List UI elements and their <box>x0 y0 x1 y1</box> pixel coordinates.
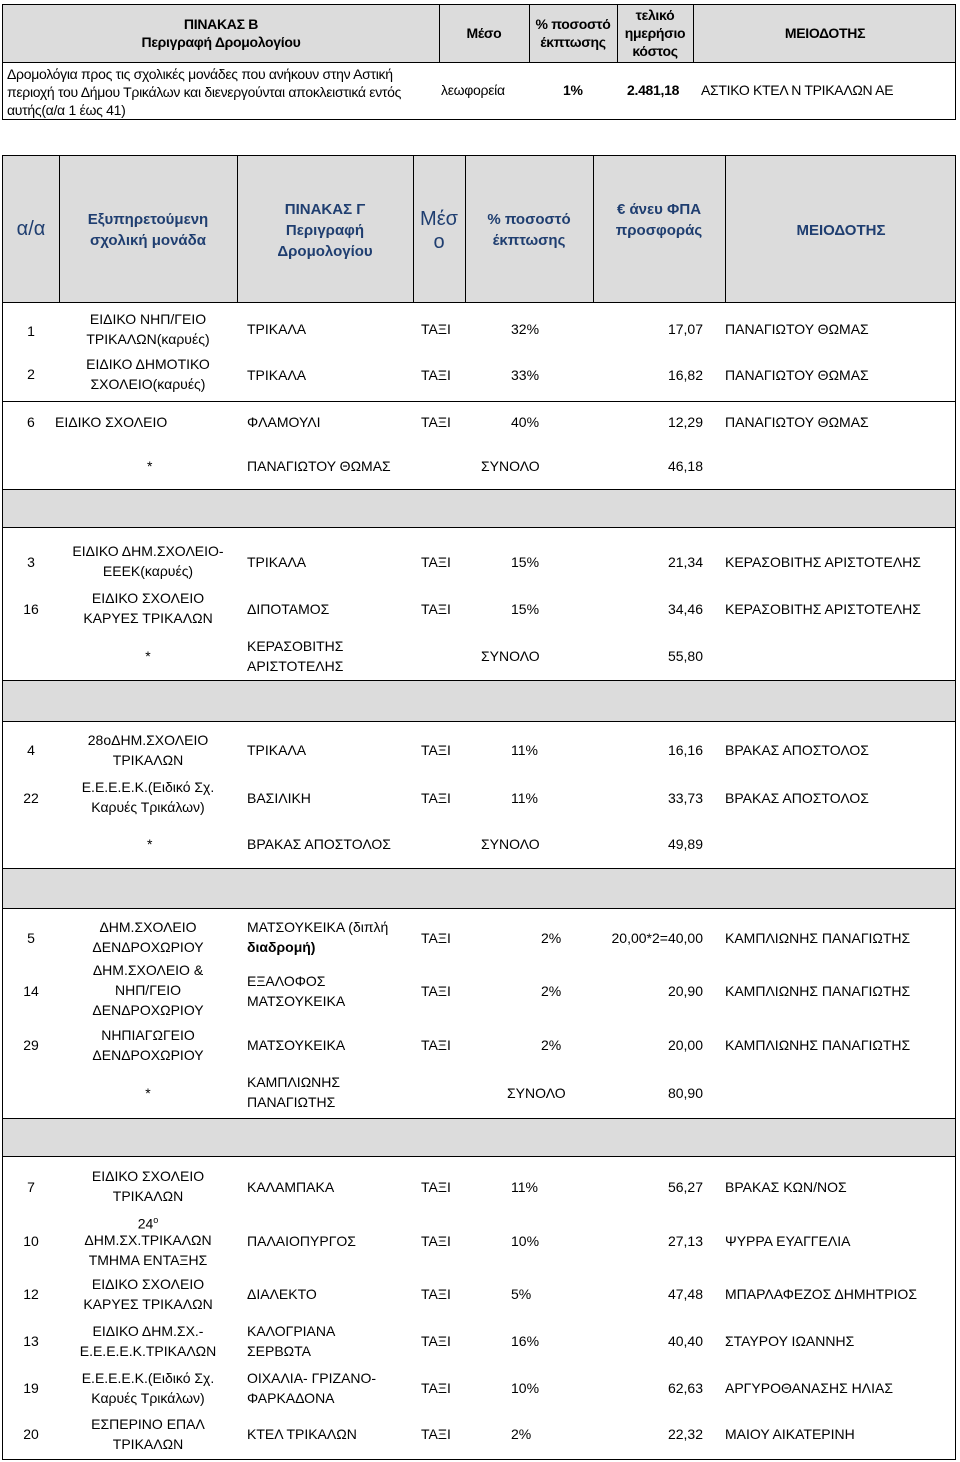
row-unit-2: ΔΕΝΔΡΟΧΩΡΙΟΥ <box>92 1047 204 1063</box>
col-meiodotis: ΜΕΙΟΔΟΤΗΣ <box>784 25 866 41</box>
row-aa: 20 <box>23 1426 39 1442</box>
row-cost: 27,13 <box>667 1233 703 1249</box>
row-route-2: ΣΕΡΒΩΤΑ <box>247 1343 311 1359</box>
row-unit: ΕΙΔΙΚΟ ΔΗΜΟΤΙΚΟ <box>86 356 210 372</box>
row-cost: 47,48 <box>667 1286 703 1302</box>
row-unit: ΔΗΜ.ΣΧΟΛΕΙΟ <box>99 919 197 935</box>
row-contractor: ΠΑΝΑΓΙΩΤΟΥ ΘΩΜΑΣ <box>725 367 869 383</box>
row-cost: 16,82 <box>667 367 703 383</box>
row-meso: ΤΑΞΙ <box>421 1179 451 1195</box>
row-unit: $24^o$ <box>137 1215 159 1232</box>
row-unit-2: ΝΗΠ/ΓΕΙΟ <box>114 982 182 998</box>
row-route: ΤΡΙΚΑΛΑ <box>247 367 307 383</box>
row-cost: 20,00 <box>667 1037 703 1053</box>
row-contractor: ΜΑΙΟΥ ΑΙΚΑΤΕΡΙΝΗ <box>725 1426 855 1442</box>
row-unit: ΕΙΔΙΚΟ ΔΗΜ.ΣΧΟΛΕΙΟ- <box>72 543 224 559</box>
row-pct: 33% <box>511 367 540 383</box>
total-star: * <box>147 458 153 474</box>
row-meso: ΤΑΞΙ <box>421 1037 451 1053</box>
row-unit: Ε.Ε.Ε.Ε.Κ.(Ειδικό Σχ. <box>81 779 215 795</box>
row-unit-2: ΤΡΙΚΑΛΩΝ <box>112 752 184 768</box>
row-unit: Ε.Ε.Ε.Ε.Κ.(Ειδικό Σχ. <box>81 1370 215 1386</box>
total-label: ΣΥΝΟΛΟ <box>481 648 540 664</box>
row-unit: ΕΣΠΕΡΙΝΟ ΕΠΑΛ <box>91 1416 205 1432</box>
row-aa: 2 <box>27 366 35 382</box>
row-unit-2: ΣΧΟΛΕΙΟ(καρυές) <box>90 376 206 392</box>
row-aa: 7 <box>27 1179 35 1195</box>
total-value: 46,18 <box>667 458 703 474</box>
total-contractor: ΚΑΜΠΛΙΩΝΗΣ <box>247 1074 341 1090</box>
row-cost: 12,29 <box>667 414 703 430</box>
col-aa: α/α <box>16 218 46 240</box>
col-perigrafi: ΠΙΝΑΚΑΣ Γ <box>284 201 366 218</box>
row-unit-2: Ε.Ε.Ε.Ε.Κ.ΤΡΙΚΑΛΩΝ <box>79 1343 217 1359</box>
row-cost: 20,90 <box>667 983 703 999</box>
row-pct: 16% <box>511 1333 540 1349</box>
row-pct: 2% <box>541 1037 562 1053</box>
row-cost: 33,73 <box>667 790 703 806</box>
pososto-value: 1% <box>563 82 583 98</box>
table-g-header <box>3 156 955 302</box>
row-meso: ΤΑΞΙ <box>421 1380 451 1396</box>
row-pct: 40% <box>511 414 540 430</box>
row-unit: ΕΙΔΙΚΟ ΣΧΟΛΕΙΟ <box>91 1168 205 1184</box>
row-aa: 6 <box>27 414 35 430</box>
row-meso: ΤΑΞΙ <box>421 1286 451 1302</box>
row-cost: 62,63 <box>667 1380 703 1396</box>
row-meso: ΤΑΞΙ <box>421 1333 451 1349</box>
row-pct: 2% <box>511 1426 532 1442</box>
row-unit-2: Καρυές Τρικάλων) <box>91 799 205 815</box>
row-unit-2: ΔΕΝΔΡΟΧΩΡΙΟΥ <box>92 939 204 955</box>
total-label: ΣΥΝΟΛΟ <box>481 836 540 852</box>
total-star: * <box>145 648 151 664</box>
col-meso-g-2: ο <box>433 231 445 253</box>
row-aa: 1 <box>27 323 35 339</box>
row-unit-2: ΔΗΜ.ΣΧ.ΤΡΙΚΑΛΩΝ <box>84 1232 212 1248</box>
meiodotis-value: ΑΣΤΙΚΟ ΚΤΕΛ Ν ΤΡΙΚΑΛΩΝ ΑΕ <box>701 82 894 98</box>
row-aa: 10 <box>23 1233 39 1249</box>
row-contractor: ΨΥΡΡΑ ΕΥΑΓΓΕΛΙΑ <box>725 1233 851 1249</box>
total-value: 80,90 <box>667 1085 703 1101</box>
row-aa: 4 <box>27 742 35 758</box>
row-route: ΚΑΛΟΓΡΙΑΝΑ <box>247 1323 336 1339</box>
row-aa: 22 <box>23 790 39 806</box>
col-kostos: τελικό <box>635 7 675 23</box>
col-kostos-3: κόστος <box>632 43 678 59</box>
row-unit-2: ΚΑΡΥΕΣ ΤΡΙΚΑΛΩΝ <box>83 610 213 626</box>
total-value: 49,89 <box>667 836 703 852</box>
row-route: ΦΛΑΜΟΥΛΙ <box>247 414 321 430</box>
row-route-2: διαδρομή) <box>247 939 316 955</box>
col-kostos-g: € άνευ ΦΠΑ <box>616 201 702 218</box>
kostos-value: 2.481,18 <box>627 82 680 98</box>
total-star: * <box>145 1085 151 1101</box>
row-route: ΕΞΑΛΟΦΟΣ <box>247 973 326 989</box>
row-pct: 15% <box>511 554 540 570</box>
col-kostos-2: ημερήσιο <box>624 25 686 41</box>
route-description-2: περιοχή του Δήμου Τρικάλων και διενεργούνται αποκλειστικά εντός <box>7 84 402 100</box>
col-meso-g: Μέσ <box>420 208 458 230</box>
row-meso: ΤΑΞΙ <box>421 1426 451 1442</box>
row-aa: 5 <box>27 930 35 946</box>
col-pososto-g: % ποσοστό <box>487 211 571 228</box>
row-unit: 28οΔΗΜ.ΣΧΟΛΕΙΟ <box>87 732 209 748</box>
row-contractor: ΚΑΜΠΛΙΩΝΗΣ ΠΑΝΑΓΙΩΤΗΣ <box>725 930 911 946</box>
row-unit-2: ΕΕΕΚ(καρυές) <box>102 563 194 579</box>
row-aa: 29 <box>23 1037 39 1053</box>
row-unit: ΕΙΔΙΚΟ ΝΗΠ/ΓΕΙΟ <box>89 311 207 327</box>
row-meso: ΤΑΞΙ <box>421 1233 451 1249</box>
row-route: ΠΑΛΑΙΟΠΥΡΓΟΣ <box>247 1233 356 1249</box>
row-cost: 20,00*2=40,00 <box>611 930 703 946</box>
row-contractor: ΚΑΜΠΛΙΩΝΗΣ ΠΑΝΑΓΙΩΤΗΣ <box>725 983 911 999</box>
row-route: ΜΑΤΣΟΥΚΕΙΚΑ (διπλή <box>247 919 389 935</box>
row-aa: 12 <box>23 1286 39 1302</box>
meso-value: λεωφορεία <box>441 82 505 98</box>
row-pct: 15% <box>511 601 540 617</box>
row-pct: 11% <box>511 1179 538 1195</box>
col-perigrafi-2: Περιγραφή <box>285 222 365 239</box>
total-star: * <box>147 836 153 852</box>
row-cost: 56,27 <box>667 1179 703 1195</box>
row-route: ΚΤΕΛ ΤΡΙΚΑΛΩΝ <box>247 1426 357 1442</box>
row-contractor: ΑΡΓΥΡΟΘΑΝΑΣΗΣ ΗΛΙΑΣ <box>725 1380 894 1396</box>
row-cost: 17,07 <box>667 321 703 337</box>
row-contractor: ΚΕΡΑΣΟΒΙΤΗΣ ΑΡΙΣΤΟΤΕΛΗΣ <box>725 554 921 570</box>
row-pct: 32% <box>511 321 540 337</box>
row-pct: 10% <box>511 1233 540 1249</box>
table-g <box>2 155 956 1460</box>
table-b-title: ΠΙΝΑΚΑΣ Β <box>183 16 259 32</box>
row-contractor: ΠΑΝΑΓΙΩΤΟΥ ΘΩΜΑΣ <box>725 414 869 430</box>
row-unit: ΕΙΔΙΚΟ ΣΧΟΛΕΙΟ <box>55 414 168 430</box>
row-route: ΤΡΙΚΑΛΑ <box>247 554 307 570</box>
row-unit-2: ΚΑΡΥΕΣ ΤΡΙΚΑΛΩΝ <box>83 1296 213 1312</box>
row-meso: ΤΑΞΙ <box>421 742 451 758</box>
row-aa: 13 <box>23 1333 39 1349</box>
row-meso: ΤΑΞΙ <box>421 790 451 806</box>
row-meso: ΤΑΞΙ <box>421 414 451 430</box>
row-route: ΔΙΑΛΕΚΤΟ <box>247 1286 317 1302</box>
row-unit-2: ΤΡΙΚΑΛΩΝ <box>112 1188 184 1204</box>
total-contractor: ΒΡΑΚΑΣ ΑΠΟΣΤΟΛΟΣ <box>247 836 391 852</box>
col-meso: Μέσο <box>466 25 502 41</box>
col-pososto: % ποσοστό <box>535 16 611 32</box>
row-pct: 11% <box>511 742 538 758</box>
total-value: 55,80 <box>667 648 703 664</box>
row-contractor: ΚΑΜΠΛΙΩΝΗΣ ΠΑΝΑΓΙΩΤΗΣ <box>725 1037 911 1053</box>
row-cost: 16,16 <box>667 742 703 758</box>
row-route: ΚΑΛΑΜΠΑΚΑ <box>247 1179 335 1195</box>
row-meso: ΤΑΞΙ <box>421 367 451 383</box>
row-aa: 16 <box>23 601 39 617</box>
row-route: ΜΑΤΣΟΥΚΕΙΚΑ <box>247 1037 346 1053</box>
row-unit-3: ΔΕΝΔΡΟΧΩΡΙΟΥ <box>92 1002 204 1018</box>
row-contractor: ΒΡΑΚΑΣ ΑΠΟΣΤΟΛΟΣ <box>725 742 869 758</box>
row-meso: ΤΑΞΙ <box>421 321 451 337</box>
row-unit-2: Καρυές Τρικάλων) <box>91 1390 205 1406</box>
row-unit-3: ΤΜΗΜΑ ΕΝΤΑΞΗΣ <box>88 1252 208 1268</box>
row-route: ΤΡΙΚΑΛΑ <box>247 321 307 337</box>
row-aa: 3 <box>27 554 35 570</box>
row-unit: ΕΙΔΙΚΟ ΔΗΜ.ΣΧ.- <box>92 1323 204 1339</box>
col-pososto-g-2: έκπτωσης <box>492 232 566 249</box>
table-b <box>2 4 956 120</box>
row-pct: 2% <box>541 930 562 946</box>
row-unit: ΕΙΔΙΚΟ ΣΧΟΛΕΙΟ <box>91 1276 205 1292</box>
row-unit: ΕΙΔΙΚΟ ΣΧΟΛΕΙΟ <box>91 590 205 606</box>
row-cost: 34,46 <box>667 601 703 617</box>
row-cost: 21,34 <box>667 554 703 570</box>
row-cost: 22,32 <box>667 1426 703 1442</box>
col-meiodotis-g: ΜΕΙΟΔΟΤΗΣ <box>796 222 886 239</box>
row-meso: ΤΑΞΙ <box>421 983 451 999</box>
route-description: Δρομολόγια προς τις σχολικές μονάδες που ανήκουν στην Αστική <box>7 66 393 82</box>
row-aa: 14 <box>23 983 39 999</box>
col-pososto-2: έκπτωσης <box>540 34 606 50</box>
total-contractor-2: ΠΑΝΑΓΙΩΤΗΣ <box>247 1094 336 1110</box>
row-meso: ΤΑΞΙ <box>421 554 451 570</box>
col-kostos-g-2: προσφοράς <box>615 222 703 239</box>
row-meso: ΤΑΞΙ <box>421 601 451 617</box>
row-contractor: ΜΠΑΡΛΑΦΕΖΟΣ ΔΗΜΗΤΡΙΟΣ <box>725 1286 917 1302</box>
row-unit: ΝΗΠΙΑΓΩΓΕΙΟ <box>101 1027 195 1043</box>
row-aa: 19 <box>23 1380 39 1396</box>
col-perigrafi-3: Δρομολογίου <box>277 243 373 260</box>
row-pct: 5% <box>511 1286 532 1302</box>
row-route: ΔΙΠΟΤΑΜΟΣ <box>247 601 330 617</box>
row-route-2: ΜΑΤΣΟΥΚΕΙΚΑ <box>247 993 346 1009</box>
row-contractor: ΠΑΝΑΓΙΩΤΟΥ ΘΩΜΑΣ <box>725 321 869 337</box>
row-contractor: ΒΡΑΚΑΣ ΚΩΝ/ΝΟΣ <box>725 1179 847 1195</box>
row-cost: 40,40 <box>667 1333 703 1349</box>
total-contractor-2: ΑΡΙΣΤΟΤΕΛΗΣ <box>247 658 344 674</box>
row-contractor: ΒΡΑΚΑΣ ΑΠΟΣΤΟΛΟΣ <box>725 790 869 806</box>
total-contractor: ΠΑΝΑΓΙΩΤΟΥ ΘΩΜΑΣ <box>247 458 391 474</box>
row-contractor: ΣΤΑΥΡΟΥ ΙΩΑΝΝΗΣ <box>725 1333 855 1349</box>
total-contractor: ΚΕΡΑΣΟΒΙΤΗΣ <box>247 638 344 654</box>
route-description-3: αυτής(α/α 1 έως 41) <box>7 102 126 118</box>
row-unit-2: ΤΡΙΚΑΛΩΝ <box>112 1436 184 1452</box>
total-label: ΣΥΝΟΛΟ <box>507 1085 566 1101</box>
row-route: ΤΡΙΚΑΛΑ <box>247 742 307 758</box>
table-b-subtitle: Περιγραφή Δρομολογίου <box>141 34 301 50</box>
table-b-header <box>3 5 955 63</box>
row-unit: ΔΗΜ.ΣΧΟΛΕΙΟ & <box>92 962 204 978</box>
row-pct: 2% <box>541 983 562 999</box>
row-contractor: ΚΕΡΑΣΟΒΙΤΗΣ ΑΡΙΣΤΟΤΕΛΗΣ <box>725 601 921 617</box>
row-pct: 10% <box>511 1380 540 1396</box>
row-unit-2: ΤΡΙΚΑΛΩΝ(καρυές) <box>86 331 210 347</box>
row-route-2: ΦΑΡΚΑΔΟΝΑ <box>247 1390 335 1406</box>
col-monada-2: σχολική μονάδα <box>90 232 206 249</box>
row-meso: ΤΑΞΙ <box>421 930 451 946</box>
row-pct: 11% <box>511 790 538 806</box>
row-route: ΟΙΧΑΛΙΑ- ΓΡΙΖΑΝΟ- <box>247 1370 377 1386</box>
total-label: ΣΥΝΟΛΟ <box>481 458 540 474</box>
row-route: ΒΑΣΙΛΙΚΗ <box>247 790 311 806</box>
col-monada: Εξυπηρετούμενη <box>87 211 209 228</box>
